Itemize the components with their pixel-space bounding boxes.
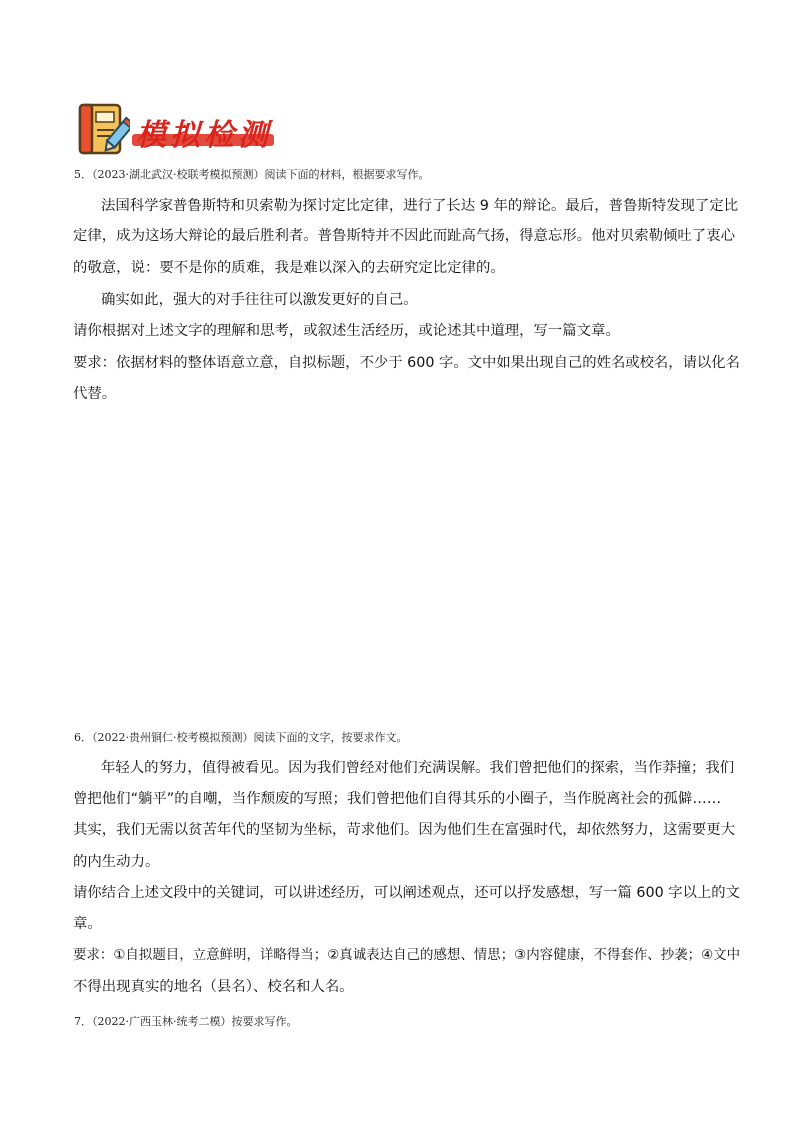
q6-paragraph-line: 年轻人的努力，值得被看见。因为我们曾经对他们充满误解。我们曾把他们的探索，当作莽撞；我们 xyxy=(101,760,735,776)
question-6-header: 6．（2022·贵州铜仁·校考模拟预测）阅读下面的文字，按要求作文。 xyxy=(74,731,408,744)
q6-prompt-line: 请你结合上述文段中的关键词，可以讲述经历，可以阐述观点，还可以抒发感想，写一篇 600 字以上的文 xyxy=(73,885,740,901)
q6-paragraph-line: 的内生动力。 xyxy=(73,854,160,870)
notebook-pencil-icon xyxy=(76,102,130,156)
q6-paragraph-line: 曾把他们“躺平”的自嘲，当作颓废的写照；我们曾把他们自得其乐的小圈子，当作脱离社会的孤僻…… xyxy=(73,791,722,807)
q5-paragraph-line: 确实如此，强大的对手往往可以激发更好的自己。 xyxy=(101,292,418,308)
section-title-banner xyxy=(128,112,278,153)
q6-requirement-line: 要求：①自拟题目，立意鲜明，详略得当；②真诚表达自己的感想、情思；③内容健康，不得套作、抄袭；④文中 xyxy=(73,948,741,963)
q5-requirement-line: 要求：依据材料的整体语意立意，自拟标题，不少于 600 字。文中如果出现自己的姓名或校名，请以化名 xyxy=(73,355,740,371)
q5-requirement-line: 代替。 xyxy=(73,386,117,402)
q6-paragraph-line: 其实，我们无需以贫苦年代的坚韧为坐标，苛求他们。因为他们生在富强时代，却依然努力，这需要更大 xyxy=(73,822,735,838)
question-7-header: 7．（2022·广西玉林·统考二模）按要求写作。 xyxy=(74,1015,298,1028)
q5-prompt-line: 请你根据对上述文字的理解和思考，或叙述生活经历，或论述其中道理，写一篇文章。 xyxy=(73,323,620,339)
q6-prompt-line: 章。 xyxy=(73,916,102,932)
q5-paragraph-line: 法国科学家普鲁斯特和贝索勒为探讨定比定律，进行了长达 9 年的辩论。最后，普鲁斯特发现了定比 xyxy=(101,198,739,214)
q6-requirement-line: 不得出现真实的地名（县名）、校名和人名。 xyxy=(73,979,354,995)
q5-paragraph-line: 定律，成为这场大辩论的最后胜利者。普鲁斯特并不因此而趾高气扬，得意忘形。他对贝索勒倾吐了衷心 xyxy=(73,228,735,244)
question-5-header: 5．（2023·湖北武汉·校联考模拟预测）阅读下面的材料，根据要求写作。 xyxy=(74,168,430,181)
q5-paragraph-line: 的敬意，说：要不是你的质难，我是难以深入的去研究定比定律的。 xyxy=(73,260,505,276)
section-title: 模拟检测 xyxy=(136,118,272,153)
